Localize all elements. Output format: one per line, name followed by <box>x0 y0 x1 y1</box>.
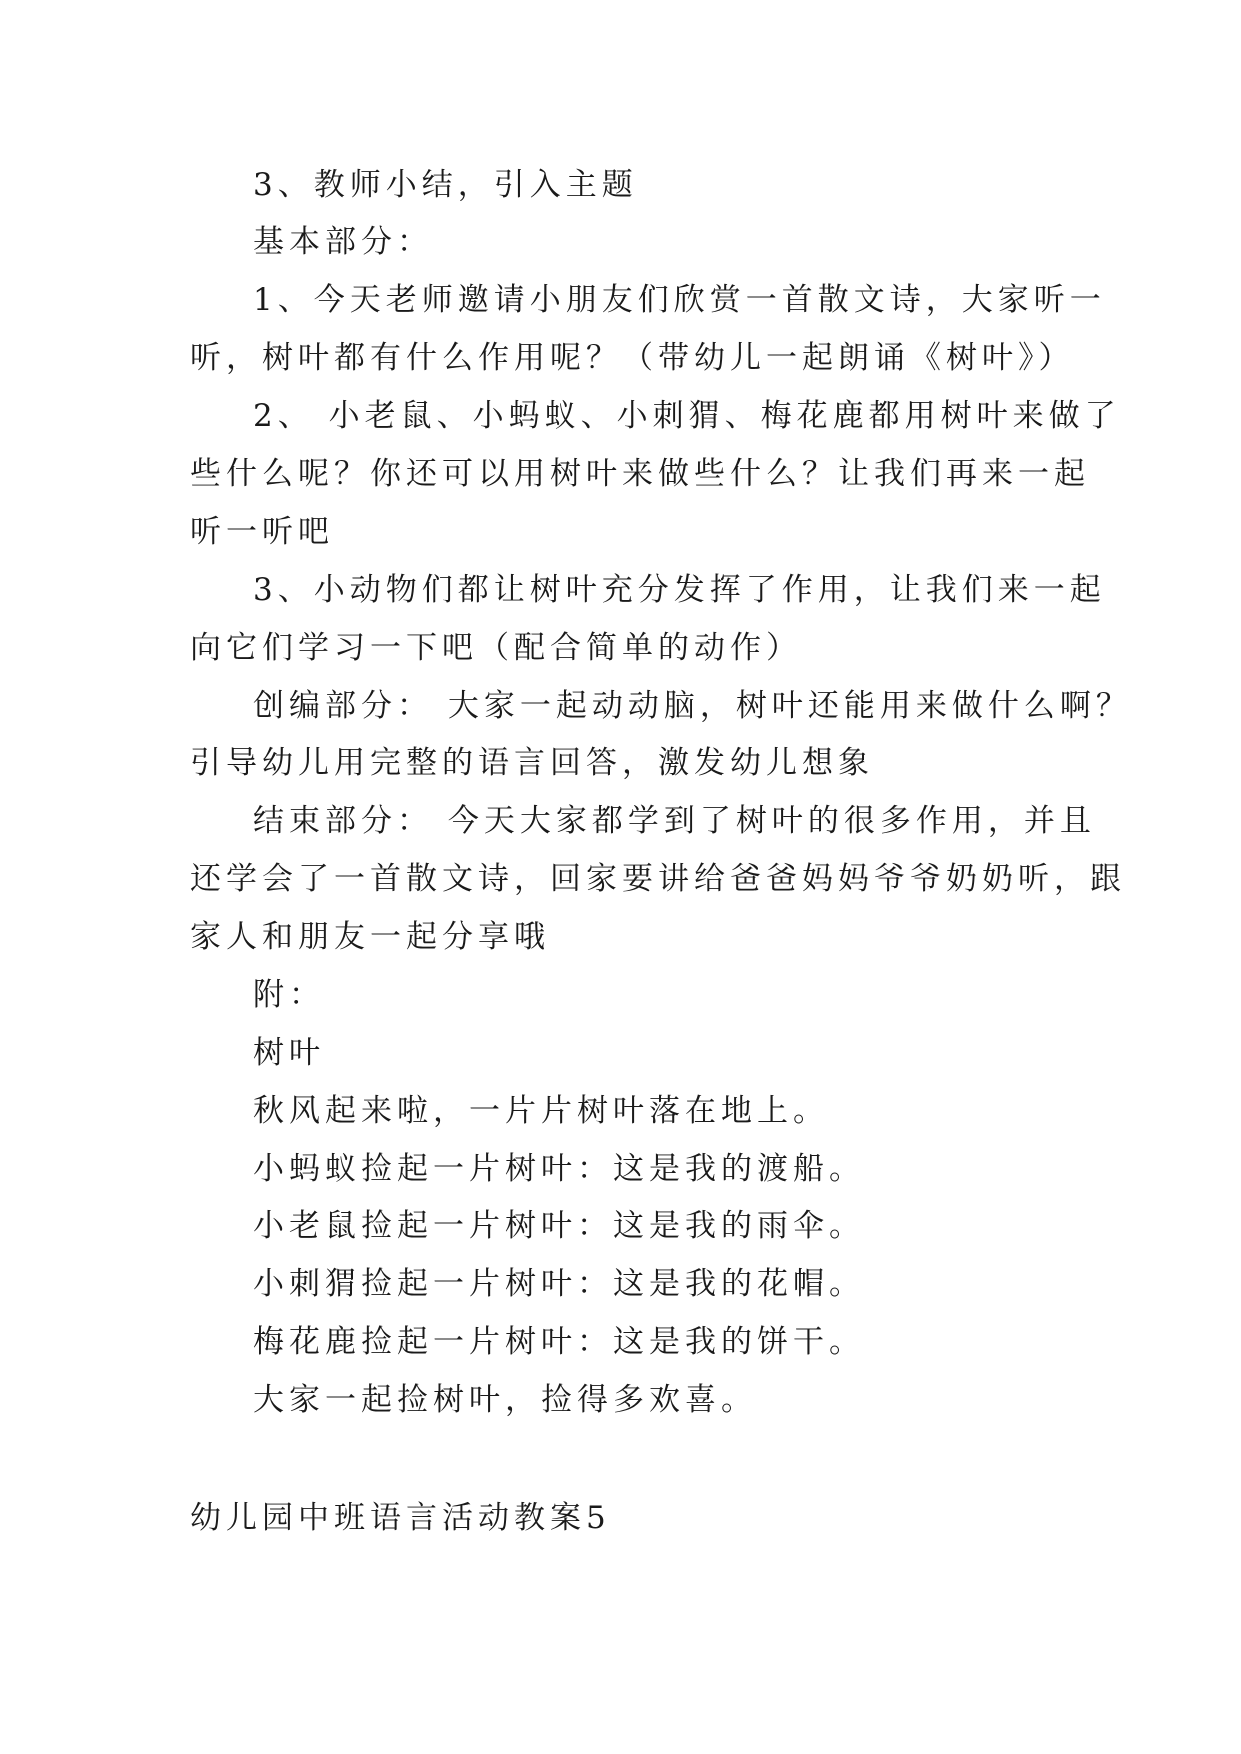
paragraph-line: 3、小动物们都让树叶充分发挥了作用，让我们来一起 <box>253 572 1106 608</box>
paragraph-line: 家人和朋友一起分享哦 <box>190 919 550 955</box>
paragraph-line: 基本部分： <box>253 224 433 260</box>
paragraph-line: 向它们学习一下吧（配合简单的动作） <box>190 630 802 666</box>
paragraph-line: 些什么呢？你还可以用树叶来做些什么？让我们再来一起 <box>190 456 1090 492</box>
paragraph-line: 引导幼儿用完整的语言回答，激发幼儿想象 <box>190 745 874 781</box>
paragraph-line: 3、教师小结，引入主题 <box>253 167 638 203</box>
paragraph-line: 2、 小老鼠、小蚂蚁、小刺猬、梅花鹿都用树叶来做了 <box>253 398 1121 434</box>
poem-line: 小老鼠捡起一片树叶：这是我的雨伞。 <box>253 1208 865 1244</box>
poem-line: 大家一起捡树叶，捡得多欢喜。 <box>253 1382 757 1418</box>
poem-title: 树叶 <box>253 1035 325 1071</box>
paragraph-line: 附： <box>253 977 325 1013</box>
paragraph-line: 创编部分： 大家一起动动脑，树叶还能用来做什么啊？ <box>253 688 1132 724</box>
section-heading: 幼儿园中班语言活动教案5 <box>190 1500 611 1536</box>
paragraph-line: 还学会了一首散文诗，回家要讲给爸爸妈妈爷爷奶奶听，跟 <box>190 861 1126 897</box>
paragraph-line: 听一听吧 <box>190 514 334 550</box>
paragraph-line: 结束部分： 今天大家都学到了树叶的很多作用，并且 <box>253 803 1096 839</box>
poem-line: 秋风起来啦，一片片树叶落在地上。 <box>253 1093 829 1129</box>
paragraph-line: 听，树叶都有什么作用呢？（带幼儿一起朗诵《树叶》） <box>190 340 1075 376</box>
paragraph-line: 1、今天老师邀请小朋友们欣赏一首散文诗，大家听一 <box>253 282 1106 318</box>
poem-line: 梅花鹿捡起一片树叶：这是我的饼干。 <box>253 1324 865 1360</box>
poem-line: 小刺猬捡起一片树叶：这是我的花帽。 <box>253 1266 865 1302</box>
poem-line: 小蚂蚁捡起一片树叶：这是我的渡船。 <box>253 1151 865 1187</box>
